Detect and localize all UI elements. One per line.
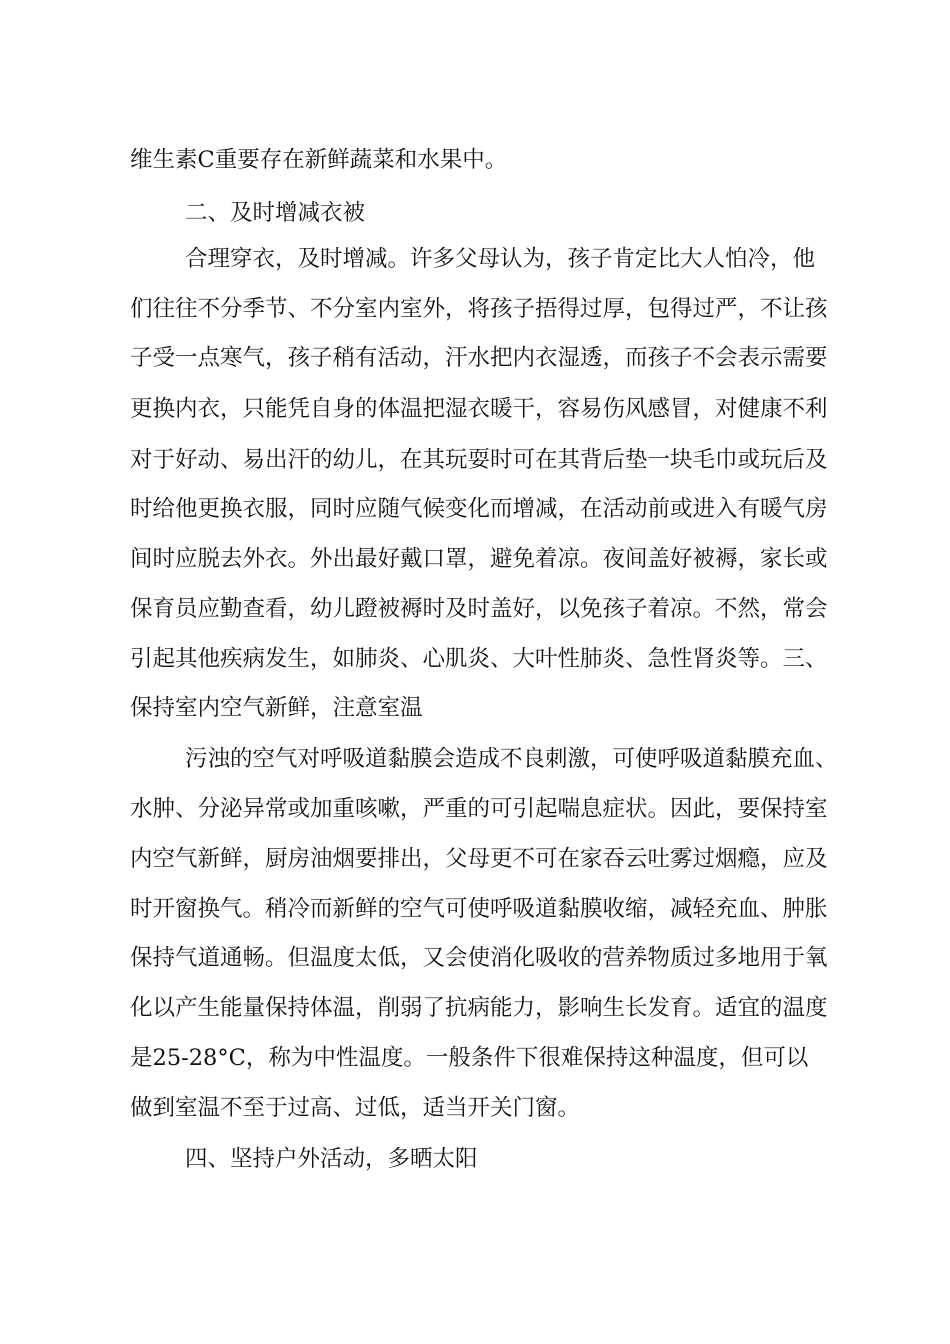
- paragraph-line: 做到室温不至于过高、过低，适当开关门窗。: [130, 1095, 581, 1121]
- paragraph-line: 化以产生能量保持体温，削弱了抗病能力，影响生长发育。适宜的温度: [130, 995, 828, 1021]
- paragraph-line: 对于好动、易出汗的幼儿，在其玩耍时可在其背后垫一块毛巾或玩后及: [130, 447, 828, 473]
- paragraph-line: 合理穿衣，及时增减。许多父母认为，孩子肯定比大人怕冷，他: [185, 246, 816, 272]
- paragraph-line: 更换内衣，只能凭自身的体温把湿衣暖干，容易伤风感冒，对健康不利: [130, 396, 828, 422]
- section-heading: 保持室内空气新鲜，注意室温: [130, 695, 423, 721]
- paragraph-line: 时给他更换衣服，同时应随气候变化而增减，在活动前或进入有暖气房: [130, 496, 828, 522]
- section-heading: 四、坚持户外活动，多晒太阳: [185, 1146, 478, 1172]
- text-line: 维生素C重要存在新鲜蔬菜和水果中。: [130, 147, 508, 173]
- section-heading: 二、及时增减衣被: [185, 200, 366, 226]
- paragraph-line: 时开窗换气。稍冷而新鲜的空气可使呼吸道黏膜收缩，减轻充血、肿胀: [130, 896, 828, 922]
- paragraph-line: 保持气道通畅。但温度太低，又会使消化吸收的营养物质过多地用于氧: [130, 945, 828, 971]
- paragraph-line: 子受一点寒气，孩子稍有活动，汗水把内衣湿透，而孩子不会表示需要: [130, 345, 828, 371]
- paragraph-line: 保育员应勤查看，幼儿蹬被褥时及时盖好，以免孩子着凉。不然，常会: [130, 596, 828, 622]
- paragraph-line: 内空气新鲜，厨房油烟要排出，父母更不可在家吞云吐雾过烟瘾，应及: [130, 846, 828, 872]
- paragraph-line: 引起其他疾病发生，如肺炎、心肌炎、大叶性肺炎、急性肾炎等。三、: [130, 646, 828, 672]
- paragraph-line: 污浊的空气对呼吸道黏膜会造成不良刺激，可使呼吸道黏膜充血、: [185, 746, 838, 772]
- paragraph-line: 水肿、分泌异常或加重咳嗽，严重的可引起喘息症状。因此，要保持室: [130, 796, 828, 822]
- paragraph-line: 间时应脱去外衣。外出最好戴口罩，避免着凉。夜间盖好被褥，家长或: [130, 546, 828, 572]
- paragraph-line: 们往往不分季节、不分室内室外，将孩子捂得过厚，包得过严，不让孩: [130, 296, 828, 322]
- paragraph-line: 是25-28°C，称为中性温度。一般条件下很难保持这种温度，但可以: [130, 1045, 809, 1071]
